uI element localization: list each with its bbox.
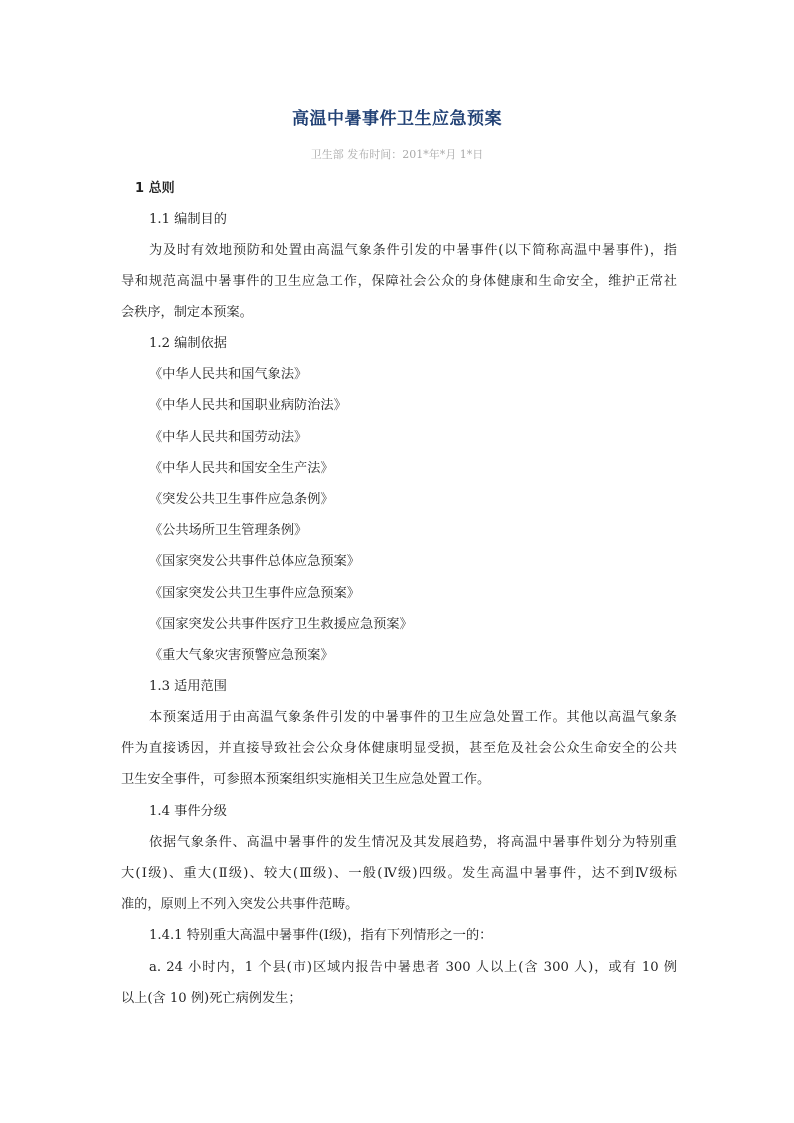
section-heading-1-4-1: 1.4.1 特别重大高温中暑事件(Ⅰ级)，指有下列情形之一的： [149,928,493,943]
reference-item: 《中华人民共和国安全生产法》 [149,461,334,476]
paragraph-line: 会秩序，制定本预案。 [121,305,253,320]
paragraph-line: 依据气象条件、高温中暑事件的发生情况及其发展趋势，将高温中暑事件划分为特别重 [149,835,677,850]
paragraph-line: 准的，原则上不列入突发公共事件范畴。 [121,897,359,912]
reference-item: 《中华人民共和国气象法》 [149,367,308,382]
paragraph-line: 卫生安全事件，可参照本预案组织实施相关卫生应急处置工作。 [121,772,491,787]
reference-item: 《国家突发公共卫生事件应急预案》 [149,586,360,601]
paragraph-line: 本预案适用于由高温气象条件引发的中暑事件的卫生应急处置工作。其他以高温气象条 [149,710,677,725]
section-heading-1-2: 1.2 编制依据 [149,336,227,351]
reference-item: 《中华人民共和国劳动法》 [149,430,308,445]
section-heading-1-4: 1.4 事件分级 [149,804,227,819]
section-heading-1-1: 1.1 编制目的 [149,212,227,227]
reference-item: 《公共场所卫生管理条例》 [149,523,308,538]
paragraph-line: a. 24 小时内，1 个县(市)区域内报告中暑患者 300 人以上(含 300 人)，或有 10 例 [149,960,677,975]
reference-item: 《重大气象灾害预警应急预案》 [149,648,334,663]
reference-item: 《国家突发公共事件医疗卫生救援应急预案》 [149,617,413,632]
document-title: 高温中暑事件卫生应急预案 [292,109,502,129]
reference-item: 《中华人民共和国职业病防治法》 [149,398,347,413]
paragraph-line: 导和规范高温中暑事件的卫生应急工作，保障社会公众的身体健康和生命安全，维护正常社 [121,274,677,289]
reference-item: 《国家突发公共事件总体应急预案》 [149,554,360,569]
paragraph-line: 大(Ⅰ级)、重大(Ⅱ级)、较大(Ⅲ级)、一般(Ⅳ级)四级。发生高温中暑事件，达不到Ⅳ级标 [121,866,677,881]
publish-info: 卫生部 发布时间：201*年*月 1*日 [310,148,484,161]
section-heading-1: 1 总则 [135,181,175,196]
paragraph-line: 以上(含 10 例)死亡病例发生； [121,991,302,1006]
reference-item: 《突发公共卫生事件应急条例》 [149,492,334,507]
paragraph-line: 件为直接诱因，并直接导致社会公众身体健康明显受损，甚至危及社会公众生命安全的公共 [121,741,677,756]
section-heading-1-3: 1.3 适用范围 [149,679,227,694]
paragraph-line: 为及时有效地预防和处置由高温气象条件引发的中暑事件(以下简称高温中暑事件)，指 [149,243,677,258]
